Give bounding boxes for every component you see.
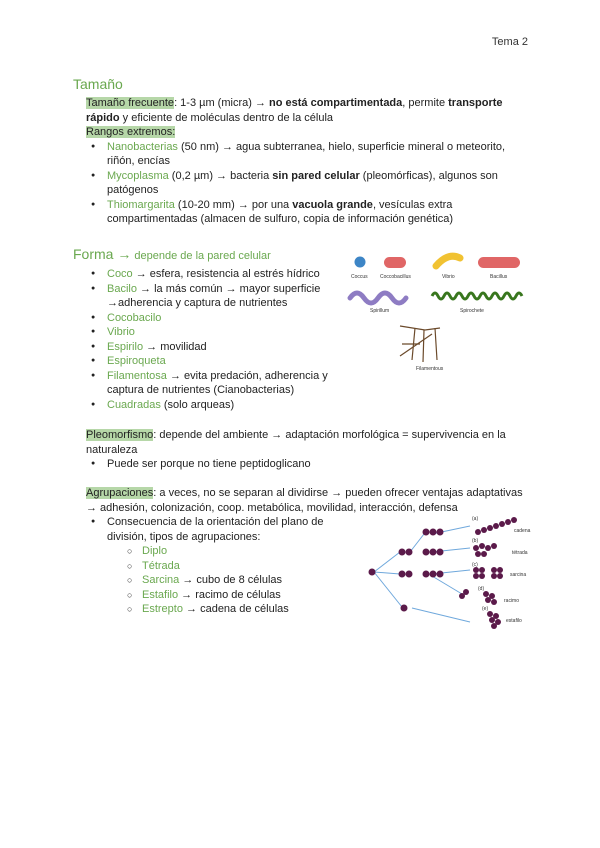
text: Consecuencia de la orientación del plano de división, tipos de agrupaciones: (107, 516, 324, 543)
text: → evita predación, adherencia y captura de nutrientes (Cianobacterias) (107, 369, 328, 396)
term: Mycoplasma (107, 169, 169, 182)
text: → cubo de 8 células (179, 574, 283, 586)
term: Diplo (142, 545, 168, 557)
label-cadena: cadena (514, 528, 531, 534)
label-bacillus: Bacillus (490, 274, 508, 280)
label-racimo: racimo (504, 598, 520, 604)
label-spirochete: Spirochete (460, 308, 484, 314)
text-bold: vacuola grande (292, 198, 373, 211)
list-item (86, 282, 338, 311)
label-vibrio: Vibrio (442, 274, 455, 280)
label-filamentous: Filamentous (416, 366, 444, 372)
term: Bacilo (107, 282, 137, 295)
text: : a veces, no se separan al dividirse → pueden ofrecer ventajas adaptativas → adhesión, colonización, coop. metabólica, movilidad, interacción, defensa (86, 487, 523, 514)
term: Filamentosa (107, 369, 167, 382)
list-item (86, 198, 526, 227)
term: Nanobacterias (107, 140, 178, 153)
term: Thiomargarita (107, 198, 175, 211)
term: Espirilo (107, 340, 144, 353)
rangos-extremos (86, 125, 526, 140)
agrupaciones-figure (362, 512, 540, 640)
pleomorfismo-text (86, 428, 518, 457)
term: Vibrio (107, 326, 135, 338)
coccus-shape (355, 257, 366, 268)
page-tag: Tema 2 (491, 36, 528, 48)
text: Puede ser porque no tiene peptidoglicano (107, 458, 311, 470)
spirillum-shape (350, 293, 406, 303)
bacteria-shapes-figure (340, 248, 530, 378)
term: Coco (107, 268, 133, 280)
pleomorfismo-block (86, 428, 518, 472)
list-item (86, 340, 338, 355)
list-item (86, 398, 338, 413)
tamano-frecuente-label: Tamaño frecuente (86, 97, 175, 109)
text: (0,2 µm) → bacteria (168, 169, 273, 182)
list-item (86, 369, 338, 398)
label-a: (a) (472, 516, 479, 522)
list-item (86, 325, 338, 340)
label-sarcina: sarcina (510, 572, 527, 578)
text-bold: sin pared celular (272, 169, 360, 182)
text: : depende del ambiente → adaptación morfológica = supervivencia en la naturaleza (86, 429, 506, 456)
heading-sub: depende de la pared celular (131, 250, 271, 262)
rangos-colon: : (172, 126, 176, 138)
text: (pleomórficas), algunos son patógenos (107, 169, 498, 196)
vibrio-shape (436, 256, 460, 266)
text: → movilidad (143, 340, 207, 353)
text: → esfera, resistencia al estrés hídrico (132, 268, 320, 280)
term: Tétrada (142, 559, 180, 572)
term: Cuadradas (107, 398, 161, 411)
tamano-block (86, 96, 526, 227)
text: → racimo de células (178, 588, 281, 601)
text: → cadena de células (182, 603, 289, 615)
tamano-list (86, 140, 526, 227)
label-c: (c) (472, 562, 478, 568)
text: (10-20 mm) → por una (174, 198, 293, 211)
heading-main: Forma → (73, 246, 132, 262)
list-item (86, 515, 336, 617)
tamano-frecuente (86, 96, 526, 125)
list-item (86, 267, 338, 282)
term: Estafilo (142, 588, 179, 601)
agrupaciones-sublist (127, 544, 336, 617)
section-heading-tamano: Tamaño (73, 76, 123, 92)
spirochete-shape (432, 293, 522, 299)
label-d: (d) (478, 586, 485, 592)
text-bold: transporte rápido (86, 97, 503, 124)
text: , permite (402, 97, 449, 109)
list-item (86, 457, 518, 472)
text: : 1-3 µm (micra) → (174, 97, 270, 109)
label-coccus: Coccus (351, 274, 368, 280)
agrupaciones-label: Agrupaciones (86, 487, 154, 499)
forma-block (86, 267, 338, 412)
text: (solo arqueas) (160, 398, 235, 411)
rangos-label: Rangos extremos (86, 126, 173, 138)
text: y eficiente de moléculas dentro de la célula (119, 111, 334, 124)
division-arrows (374, 526, 470, 622)
label-spirillum: Spirillum (370, 308, 390, 314)
pleomorfismo-label: Pleomorfismo (86, 429, 154, 441)
label-tetrada: tétrada (512, 550, 528, 556)
list-item (86, 140, 526, 169)
bacillus-shape (478, 257, 520, 268)
list-item (86, 169, 526, 198)
forma-list (86, 267, 338, 412)
cocobacillus-shape (384, 257, 406, 268)
label-cocobacillus: Coccobacillus (380, 274, 411, 280)
pleomorfismo-list (86, 457, 518, 472)
sublist-item (127, 559, 336, 574)
sublist-item (127, 588, 336, 603)
sublist-item (127, 602, 336, 617)
filamentous-shape (400, 326, 440, 362)
list-item (86, 311, 338, 326)
label-estafilo: estafilo (506, 618, 522, 624)
text: , vesículas extra compartimentadas (almacen de sulfuro, copia de información genética) (107, 198, 454, 225)
label-b: (b) (472, 538, 479, 544)
section-heading-forma (73, 246, 271, 262)
sublist-item (127, 544, 336, 559)
agrupaciones-list (86, 515, 336, 617)
text: → la más común → mayor superficie →adherencia y captura de nutrientes (107, 282, 321, 309)
list-item (86, 354, 338, 369)
sublist-item (127, 573, 336, 588)
text: (50 nm) → agua subterranea, hielo, superficie mineral o meteorito, riñón, encías (107, 140, 506, 167)
term: Sarcina (142, 574, 180, 586)
term: Cocobacilo (107, 311, 162, 324)
label-e: (e) (482, 606, 489, 612)
agrupaciones-text (86, 486, 531, 515)
text-bold: no está compartimentada (269, 97, 403, 109)
term: Estrepto (142, 603, 183, 615)
term: Espiroqueta (107, 355, 166, 367)
